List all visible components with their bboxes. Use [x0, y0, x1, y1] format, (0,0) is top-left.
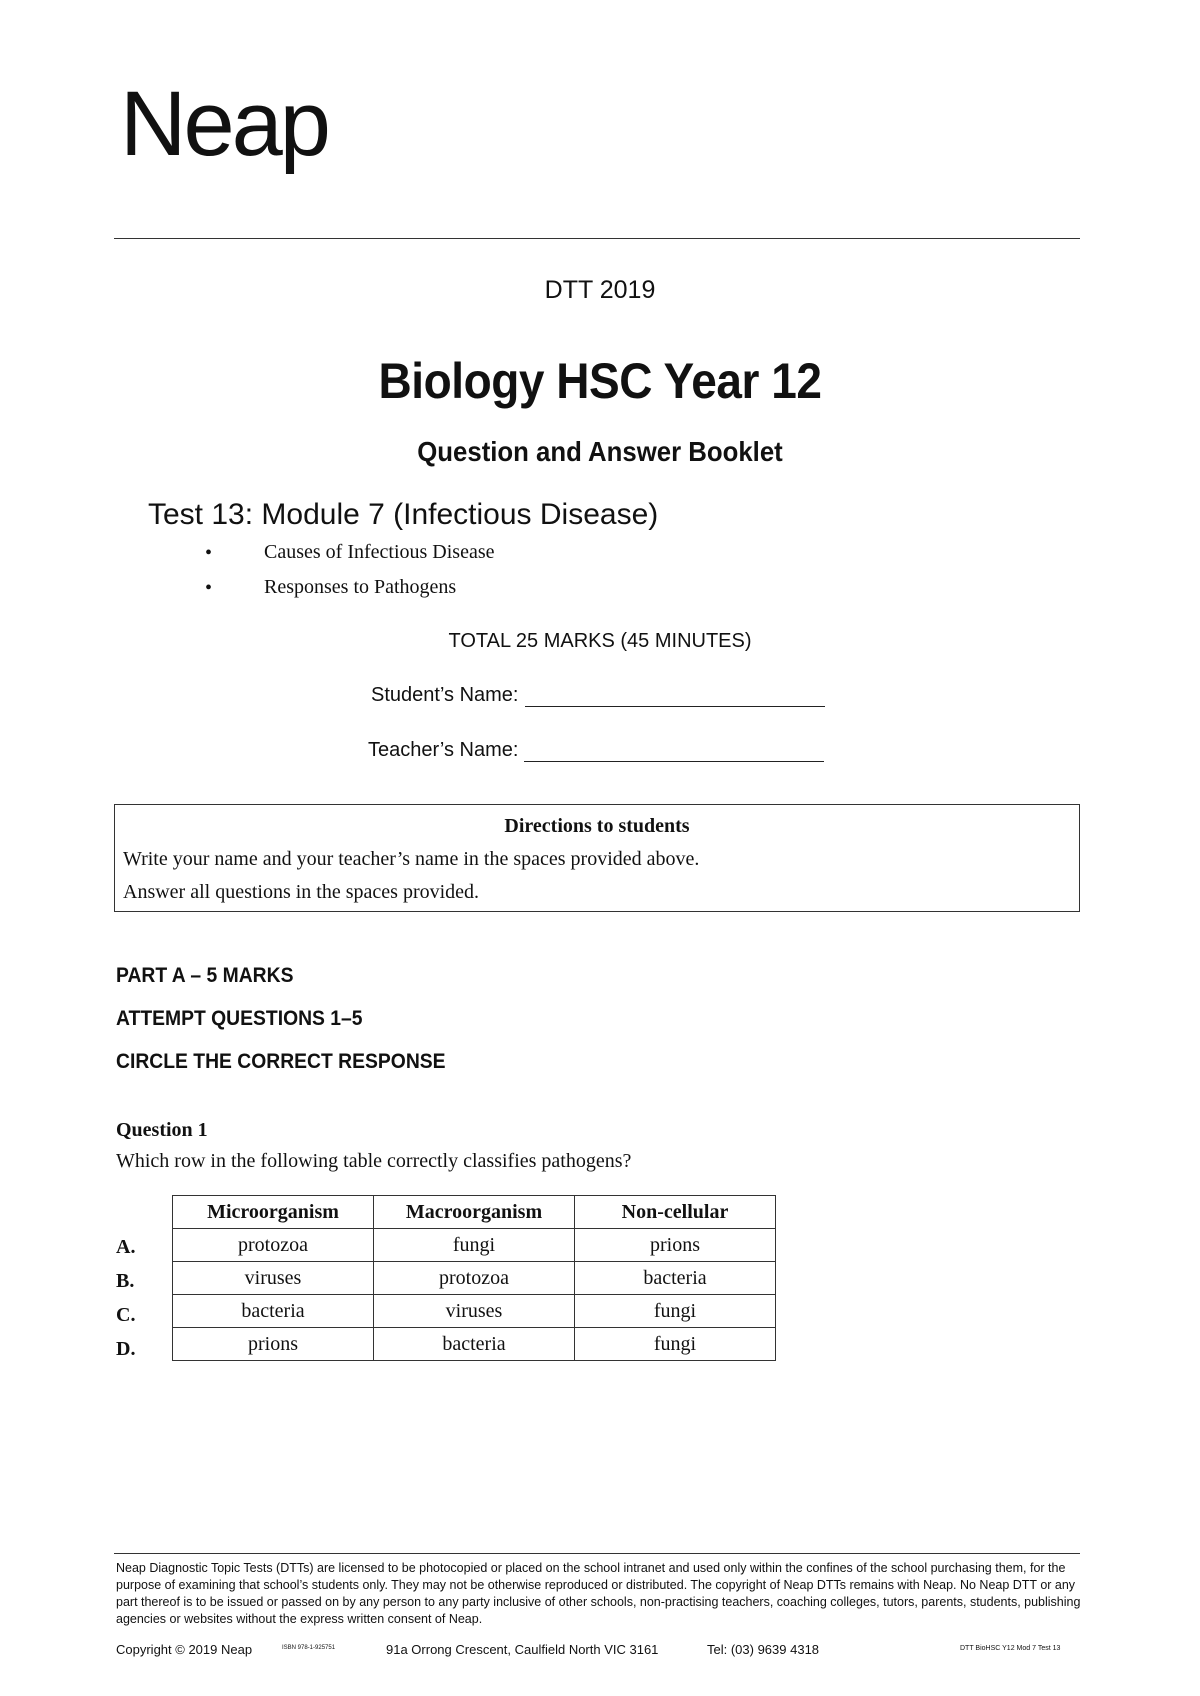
option-a-label[interactable]: A.	[116, 1236, 136, 1258]
table-cell: prions	[575, 1229, 776, 1262]
directions-box	[114, 804, 1080, 912]
table-cell: bacteria	[374, 1328, 575, 1361]
table-cell: fungi	[575, 1295, 776, 1328]
table-cell: viruses	[173, 1262, 374, 1295]
table-row[interactable]	[173, 1295, 776, 1328]
teacher-name-row	[368, 739, 824, 762]
column-header: Non-cellular	[575, 1196, 776, 1229]
teacher-name-label: Teacher’s Name:	[368, 739, 519, 761]
bullet-icon: •	[205, 577, 213, 599]
classification-table	[172, 1195, 776, 1361]
directions-line: Answer all questions in the spaces provided.	[123, 881, 480, 903]
header-divider	[114, 238, 1080, 239]
page-title: Biology HSC Year 12	[378, 353, 822, 409]
table-cell: viruses	[374, 1295, 575, 1328]
telephone: Tel: (03) 9639 4318	[707, 1642, 820, 1657]
table-cell: fungi	[374, 1229, 575, 1262]
table-cell: prions	[173, 1328, 374, 1361]
part-a-instruction: CIRCLE THE CORRECT RESPONSE	[116, 1050, 446, 1073]
copyright: Copyright © 2019 Neap	[116, 1642, 253, 1657]
booklet-subtitle: Question and Answer Booklet	[417, 436, 783, 467]
topic-item: Responses to Pathogens	[264, 576, 457, 598]
neap-logo: Neap	[120, 73, 328, 175]
document-code: DTT BioHSC Y12 Mod 7 Test 13	[960, 1645, 1061, 1652]
table-row[interactable]	[173, 1229, 776, 1262]
address: 91a Orrong Crescent, Caulfield North VIC 3161	[386, 1642, 659, 1657]
option-b-label[interactable]: B.	[116, 1270, 135, 1292]
part-a-heading: PART A – 5 MARKS	[116, 964, 294, 987]
option-d-label[interactable]: D.	[116, 1338, 136, 1360]
student-name-field[interactable]	[525, 686, 825, 707]
table-cell: protozoa	[173, 1229, 374, 1262]
table-header-row	[173, 1196, 776, 1229]
table-row[interactable]	[173, 1262, 776, 1295]
directions-line: Write your name and your teacher’s name in the spaces provided above.	[123, 848, 700, 870]
question-text: Which row in the following table correctly classifies pathogens?	[116, 1150, 632, 1172]
table-row[interactable]	[173, 1328, 776, 1361]
student-name-row	[371, 684, 825, 707]
column-header: Macroorganism	[374, 1196, 575, 1229]
table-cell: bacteria	[575, 1262, 776, 1295]
license-notice: Neap Diagnostic Topic Tests (DTTs) are licensed to be photocopied or placed on the school intranet and used only within the confines of the school purchasing them, for the purpose of examining that school’s students only. They may not be otherwise reproduced or distributed. The copyright of Neap DTTs remains with Neap. No Neap DTT or any part thereof is to be issued or passed on by any person to any party inclusive of other schools, non-practising teachers, coaching colleges, tutors, parents, students, publishing agencies or websites without the express written consent of Neap.	[116, 1561, 1081, 1626]
teacher-name-field[interactable]	[524, 741, 824, 762]
part-a-attempt: ATTEMPT QUESTIONS 1–5	[116, 1007, 363, 1030]
table-cell: protozoa	[374, 1262, 575, 1295]
footer-divider	[114, 1553, 1080, 1554]
series-label: DTT 2019	[544, 276, 656, 304]
bullet-icon: •	[205, 542, 213, 564]
option-c-label[interactable]: C.	[116, 1304, 136, 1326]
table-cell: fungi	[575, 1328, 776, 1361]
directions-title: Directions to students	[504, 815, 690, 837]
table-cell: bacteria	[173, 1295, 374, 1328]
test-heading: Test 13: Module 7 (Infectious Disease)	[148, 498, 659, 531]
topic-item: Causes of Infectious Disease	[264, 541, 495, 563]
question-title: Question 1	[116, 1119, 208, 1141]
isbn: ISBN 978-1-925751	[282, 1645, 336, 1651]
total-marks: TOTAL 25 MARKS (45 MINUTES)	[448, 630, 752, 652]
student-name-label: Student’s Name:	[371, 684, 519, 706]
column-header: Microorganism	[173, 1196, 374, 1229]
